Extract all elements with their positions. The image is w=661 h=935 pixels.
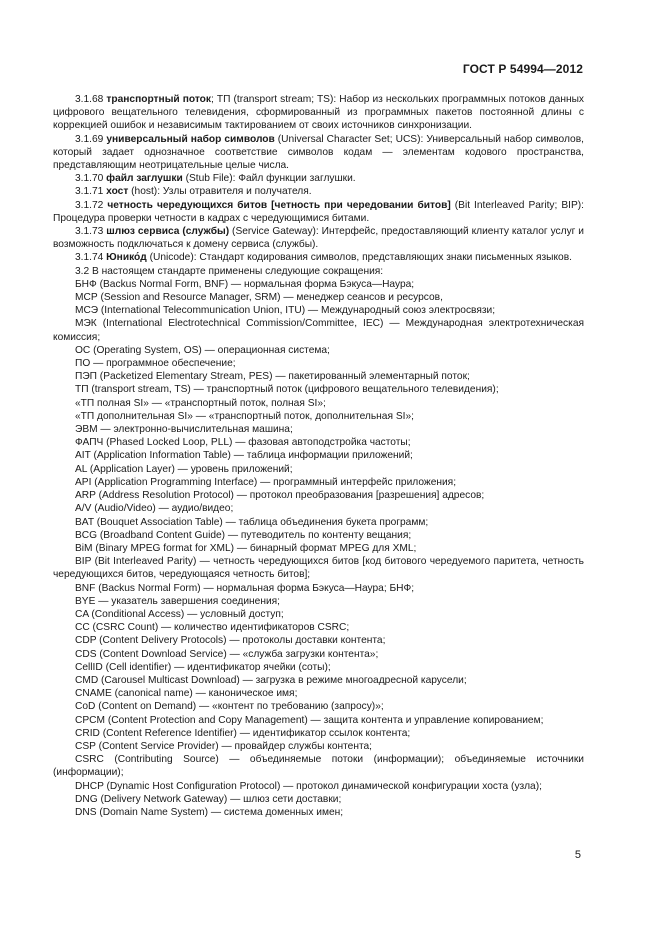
- term-description: (Bit Interleaved Parity; BIP): Процедура проверки четности в кадрах с чередующимися битами.: [53, 199, 584, 224]
- abbreviation-item: BIP (Bit Interleaved Parity) — четность чередующихся битов [код битового чередуемого паритета, четность чередующихся битов, чередующаяся четность битов];: [53, 556, 584, 581]
- term-definition: [53, 133, 584, 173]
- abbreviation-item: CellID (Cell identifier) — идентификатор ячейки (соты);: [75, 661, 331, 673]
- abbreviations-intro: 3.2 В настоящем стандарте применены следующие сокращения:: [75, 265, 384, 277]
- abbreviation-item: DHCP (Dynamic Host Configuration Protocol) — протокол динамической конфигурации хоста (узла);: [75, 780, 542, 792]
- abbreviation-item: ОС (Operating System, OS) — операционная система;: [75, 344, 330, 356]
- abbreviation-item: ПЭП (Packetized Elementary Stream, PES) — пакетированный элементарный поток;: [75, 371, 470, 383]
- abbreviation-item: AIT (Application Information Table) — таблица информации приложений;: [75, 450, 413, 462]
- term-name: четность чередующихся битов [четность при чередовании битов]: [107, 199, 451, 211]
- abbreviation-item: CMD (Carousel Multicast Download) — загрузка в режиме многоадресной карусели;: [75, 674, 467, 686]
- abbreviation-item: МСР (Session and Resource Manager, SRM) — менеджер сеансов и ресурсов,: [75, 292, 443, 304]
- abbreviation-item: МСЭ (International Telecommunication Union, ITU) — Международный союз электросвязи;: [75, 305, 496, 317]
- abbreviation-item: ТП (transport stream, TS) — транспортный поток (цифрового вещательного телевидения);: [75, 384, 499, 396]
- abbreviation-item: CSP (Content Service Provider) — провайдер службы контента;: [75, 740, 372, 752]
- body-text: [53, 93, 584, 819]
- abbreviation-item: «ТП полная SI» — «транспортный поток, полная SI»;: [75, 397, 326, 409]
- term-definition: [53, 199, 584, 225]
- abbreviation-item: API (Application Programming Interface) — программный интерфейс приложения;: [75, 476, 457, 488]
- abbreviation-item: BAT (Bouquet Association Table) — таблица объединения букета программ;: [75, 516, 429, 528]
- term-number: 3.1.70: [75, 173, 104, 185]
- term-definition: [53, 93, 584, 133]
- abbreviation-item: CA (Conditional Access) — условный доступ;: [75, 608, 284, 620]
- abbreviation-item: DNS (Domain Name System) — система доменных имен;: [75, 806, 344, 818]
- abbreviation-item: CC (CSRC Count) — количество идентификаторов CSRC;: [75, 622, 350, 634]
- term-description: (Service Gateway): Интерфейс, предоставляющий клиенту каталог услуг и возможность подключаться к домену сервиса (службы).: [53, 226, 584, 251]
- abbreviation-item: CPCM (Content Protection and Copy Management) — защита контента и управление копированием;: [75, 714, 544, 726]
- term-description: (Universal Character Set; UCS): Универсальный набор символов, который задает однозначное соответствие символов кодам — элементам кодового пространства, представляющим неотрицательные целые числа.: [53, 133, 584, 172]
- abbreviation-item: BNF (Backus Normal Form) — нормальная форма Бэкуса—Наура; БНФ;: [75, 582, 415, 594]
- term-name: шлюз сервиса (службы): [106, 226, 230, 238]
- abbreviation-item: CRID (Content Reference Identifier) — идентификатор ссылок контента;: [75, 727, 411, 739]
- page-number: 5: [574, 849, 581, 861]
- abbreviation-item: ФАПЧ (Phased Locked Loop, PLL) — фазовая автоподстройка частоты;: [75, 437, 411, 449]
- term-number: 3.1.69: [75, 133, 104, 145]
- term-name: Юнико́д: [106, 252, 147, 264]
- abbreviation-item: ЭВМ — электронно-вычислительная машина;: [75, 424, 293, 436]
- term-description: (host): Узлы отравителя и получателя.: [128, 186, 312, 198]
- term-number: 3.1.72: [75, 199, 104, 211]
- term-name: универсальный набор символов: [106, 133, 275, 145]
- abbreviation-item: CNAME (canonical name) — каноническое имя;: [75, 688, 298, 700]
- abbreviation-item: BCG (Broadband Content Guide) — путеводитель по контенту вещания;: [75, 529, 412, 541]
- abbreviation-item: CoD (Content on Demand) — «контент по требованию (запросу)»;: [75, 701, 384, 713]
- abbreviation-item: BiM (Binary MPEG format for XML) — бинарный формат MPEG для XML;: [75, 542, 417, 554]
- abbreviation-item: ПО — программное обеспечение;: [75, 358, 236, 370]
- term-number: 3.1.74: [75, 252, 104, 264]
- term-number: 3.1.71: [75, 186, 104, 198]
- term-definition: [53, 185, 584, 198]
- abbreviation-item: МЭК (International Electrotechnical Commission/Committee, IEC) — Международная электротехническая комиссия;: [53, 318, 584, 343]
- abbreviation-item: DNG (Delivery Network Gateway) — шлюз сети доставки;: [75, 793, 342, 805]
- abbreviations-list: [53, 278, 584, 819]
- abbreviation-item: ARP (Address Resolution Protocol) — протокол преобразования [разрешения] адресов;: [75, 490, 485, 502]
- abbreviation-item: BYE — указатель завершения соединения;: [75, 595, 281, 607]
- term-number: 3.1.68: [75, 94, 104, 105]
- term-definition: [53, 225, 584, 251]
- abbreviation-item: «ТП дополнительная SI» — «транспортный поток, дополнительная SI»;: [75, 410, 414, 422]
- abbreviation-item: A/V (Audio/Video) — аудио/видео;: [75, 503, 234, 515]
- standard-header: ГОСТ Р 54994—2012: [462, 62, 583, 76]
- abbreviation-item: БНФ (Backus Normal Form, BNF) — нормальная форма Бэкуса—Наура;: [75, 278, 415, 290]
- term-description: (Unicode): Стандарт кодирования символов, представляющих знаки письменных языков.: [146, 252, 572, 264]
- abbreviation-item: CDP (Content Delivery Protocols) — протоколы доставки контента;: [75, 635, 386, 647]
- terms-list: [53, 93, 584, 265]
- term-number: 3.1.73: [75, 226, 104, 238]
- abbreviation-item: CSRC (Contributing Source) — объединяемые потоки (информации); объединяемые источники (информации);: [53, 754, 584, 779]
- abbreviation-item: CDS (Content Download Service) — «служба загрузки контента»;: [75, 648, 379, 660]
- term-name: транспортный поток: [106, 94, 212, 105]
- term-definition: [53, 251, 584, 264]
- term-name: хост: [106, 186, 129, 198]
- term-description: ; ТП (transport stream; TS): Набор из нескольких программных потоков данных цифрового вещательного телевидения, сформированный из программных пакетов постоянной длины с коррекцией ошибок и независимым тактированием от своих источников синхронизации.: [53, 94, 584, 132]
- abbreviation-item: AL (Application Layer) — уровень приложений;: [75, 463, 293, 475]
- term-description: (Stub File): Файл функции заглушки.: [182, 173, 356, 185]
- term-name: файл заглушки: [106, 173, 183, 185]
- term-definition: [53, 172, 584, 185]
